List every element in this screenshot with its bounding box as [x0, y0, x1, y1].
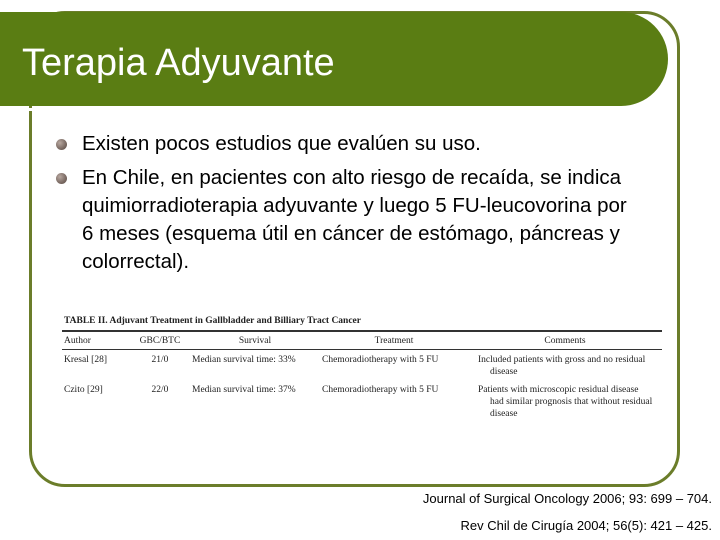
table-caption: TABLE II. Adjuvant Treatment in Gallbladder and Billiary Tract Cancer — [64, 316, 361, 326]
bullet-text: En Chile, en pacientes con alto riesgo de recaída, se indica quimiorradioterapia adyuvante y luego 5 FU-leucovorina por 6 meses (esquema útil en cáncer de estómago, páncreas y colorrectal). — [82, 166, 627, 273]
cell-author: Kresal [28] — [64, 355, 107, 365]
cell-comments — [468, 350, 662, 381]
bullet-list — [52, 130, 642, 282]
table-header-row — [62, 331, 662, 350]
header-gbc-btc: GBC/BTC — [130, 331, 190, 350]
bullet-item — [52, 164, 642, 276]
comment-line: had similar prognosis that without residual — [490, 397, 653, 407]
comment-line: Included patients with gross and no residual — [478, 355, 646, 365]
comment-line: disease — [490, 409, 518, 419]
comment-line: Patients with microscopic residual disease — [478, 385, 639, 395]
cell-treatment: Chemoradiotherapy with 5 FU — [322, 355, 439, 365]
cell-survival: Median survival time: 33% — [192, 355, 296, 365]
header-treatment: Treatment — [320, 331, 468, 350]
header-survival: Survival — [190, 331, 320, 350]
bullet-dot-icon — [56, 173, 67, 184]
cell-survival: Median survival time: 37% — [192, 385, 296, 395]
reference-journal-surgical-oncology: Journal of Surgical Oncology 2006; 93: 699 – 704. — [422, 491, 712, 506]
comment-line: disease — [490, 367, 518, 377]
bullet-item — [52, 130, 642, 158]
cell-gbc-btc: 21/0 — [151, 355, 169, 365]
cell-treatment: Chemoradiotherapy with 5 FU — [322, 385, 439, 395]
adjuvant-table — [62, 316, 662, 422]
title-underline — [0, 108, 640, 111]
data-table — [62, 330, 662, 422]
cell-comments — [468, 380, 662, 422]
table-row — [62, 380, 662, 422]
bullet-dot-icon — [56, 139, 67, 150]
bullet-text: Existen pocos estudios que evalúen su uso. — [82, 132, 481, 155]
table-row — [62, 350, 662, 381]
slide-title: Terapia Adyuvante — [22, 42, 335, 84]
reference-rev-chil-cirugia: Rev Chil de Cirugía 2004; 56(5): 421 – 425. — [460, 518, 712, 533]
header-comments: Comments — [468, 331, 662, 350]
cell-author: Czito [29] — [64, 385, 103, 395]
cell-gbc-btc: 22/0 — [151, 385, 169, 395]
header-author: Author — [62, 331, 130, 350]
title-bar — [0, 12, 668, 106]
